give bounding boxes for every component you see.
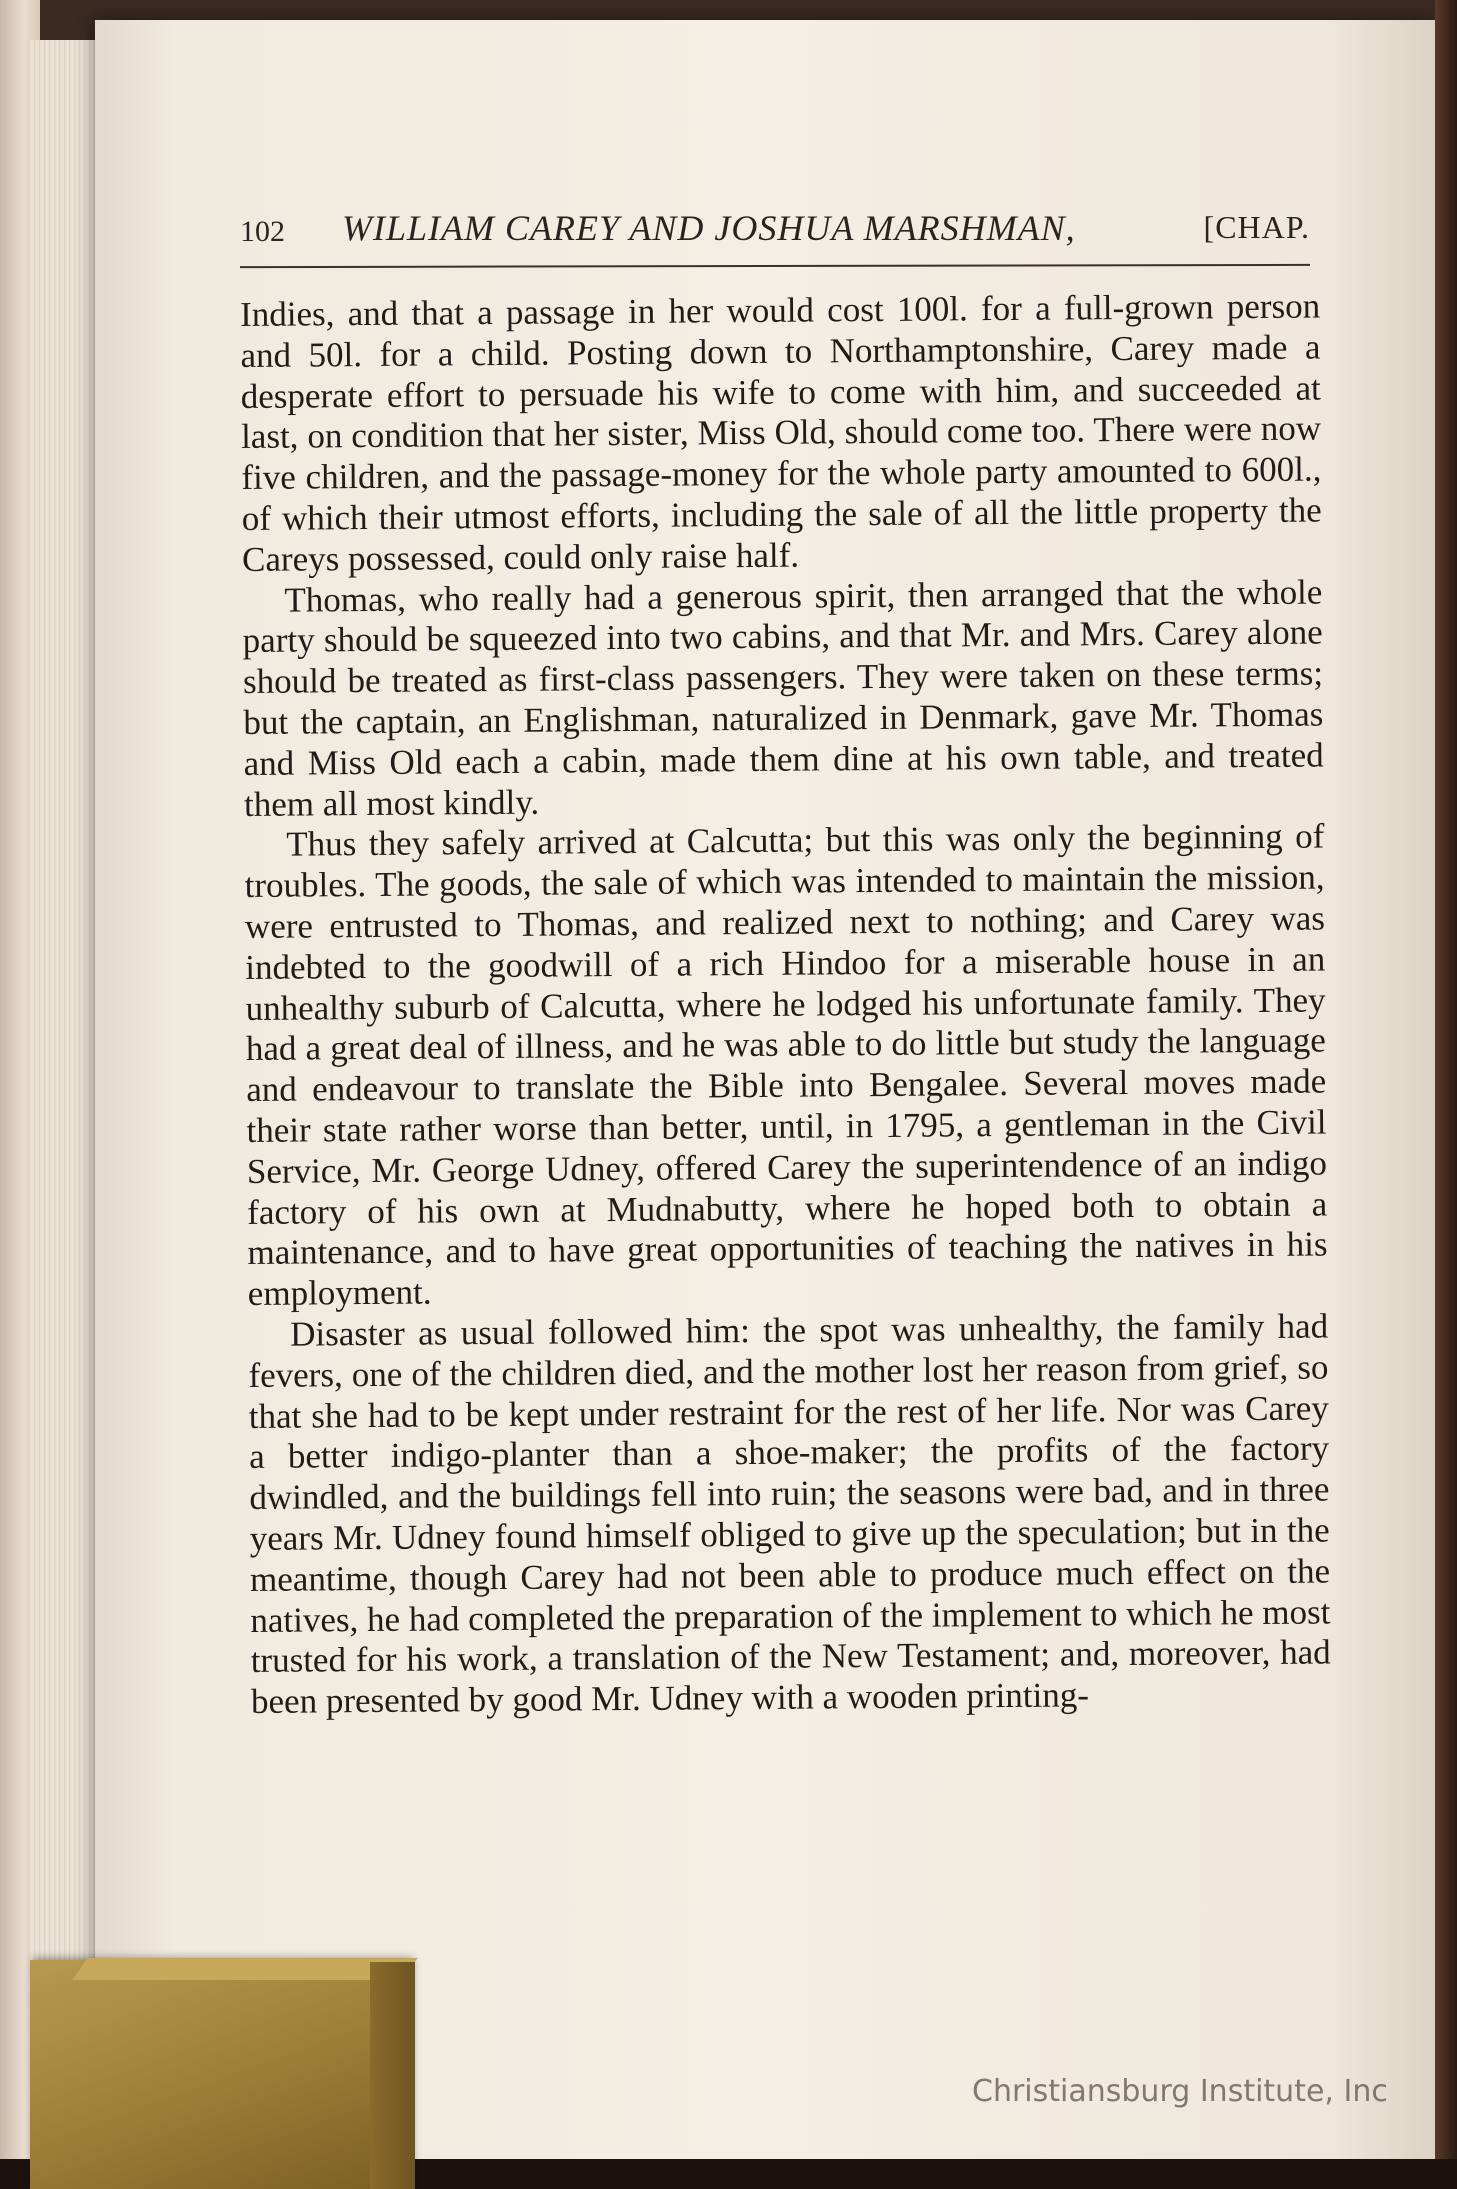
- paragraph-3: Thus they safely arrived at Calcutta; but this was only the beginning of troubles. The goods, the sale of which was intended to maintain the mission, were entrusted to Thomas, and realized next to nothing; and Carey was indebted to the goodwill of a rich Hindoo for a miserable house in an unhealthy suburb of Calcutta, where he lodged his unfortunate family. They had a great deal of illness, and he was able to do little but study the language and endeavour to translate the Bible into Bengalee. Several moves made their state rather worse than better, until, in 1795, a gentleman in the Civil Service, Mr. George Udney, offered Carey the superintendence of an indigo factory of his own at Mudnabutty, where he hoped both to obtain a maintenance, and to have great opportunities of teaching the natives in his employment.: [244, 816, 1328, 1314]
- page-header: [240, 205, 1310, 265]
- chapter-label: [CHAP.: [1203, 209, 1310, 245]
- book-edge-right: [1435, 0, 1457, 2189]
- watermark: Christiansburg Institute, Inc: [972, 2074, 1388, 2109]
- paragraph-2: Thomas, who really had a generous spirit, then arranged that the whole party should be squeezed into two cabins, and that Mr. and Mrs. Carey alone should be treated as first-class passengers. They were taken on these terms; but the captain, an Englishman, naturalized in Denmark, gave Mr. Thomas and Miss Old each a cabin, made them dine at his own table, and treated them all most kindly.: [242, 572, 1324, 824]
- paragraph-4: Disaster as usual followed him: the spot was unhealthy, the family had fevers, one of the children died, and the mother lost her reason from grief, so that she had to be kept under restraint for the rest of her life. Nor was Carey a better indigo-planter than a shoe-maker; the profits of the factory dwindled, and the buildings fell into ruin; the seasons were bad, and in three years Mr. Udney found himself obliged to give up the speculation; but in the meantime, though Carey had not been able to produce much effect on the natives, he had completed the preparation of the implement to which he most trusted for his work, a translation of the New Testament; and, moreover, had been presented by good Mr. Udney with a wooden printing-: [248, 1306, 1331, 1722]
- bookmark-block: [30, 1960, 410, 2189]
- bookmark-side: [370, 1962, 415, 2189]
- body-text: [240, 287, 1331, 1723]
- page-number: 102: [240, 215, 285, 248]
- bookmark-top: [72, 1958, 417, 1980]
- running-title: WILLIAM CAREY AND JOSHUA MARSHMAN,: [342, 208, 1076, 248]
- paragraph-1: Indies, and that a passage in her would cost 100l. for a full-grown person and 50l. for a child. Posting down to Northamptonshire, Carey made a desperate effort to persuade his wife to come with him, and succeeded at last, on condition that her sister, Miss Old, should come too. There were now five children, and the passage-money for the whole party amounted to 600l., of which their utmost efforts, including the sale of all the little property the Careys possessed, could only raise half.: [240, 286, 1322, 579]
